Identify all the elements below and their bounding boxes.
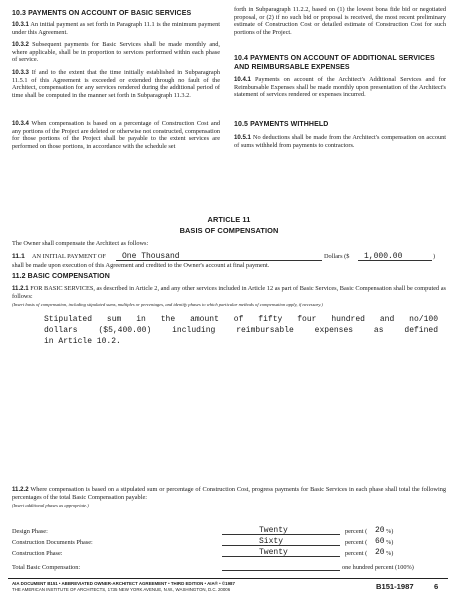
typed-basis-line-3: in Article 10.2. (44, 337, 121, 346)
percent-label: percent ( (345, 528, 368, 535)
phase-typed: Twenty (259, 548, 288, 557)
para-text: An initial payment as set forth in Paragraph 11.1 is the minimum payment under this Agreement. (12, 21, 220, 36)
footer-doc-id: B151-1987 (376, 582, 414, 591)
phase-percent: 60 (375, 537, 385, 546)
para-10-3-3 (12, 69, 220, 99)
phase-typed: Sixty (259, 537, 284, 546)
fill-line (222, 556, 340, 557)
para-number: 11.2.1 (12, 285, 29, 292)
para-10-3-4 (12, 120, 220, 150)
phase-label: Design Phase: (12, 528, 48, 535)
percent-label: percent ( (345, 539, 368, 546)
para-10-4-1 (234, 76, 446, 99)
percent-close: %) (386, 550, 394, 557)
heading-11-2: 11.2 BASIC COMPENSATION (12, 273, 110, 280)
phase-percent: 20 (375, 548, 385, 557)
heading-10-4: 10.4 PAYMENTS ON ACCOUNT OF ADDITIONAL SERVICES AND REIMBURSABLE EXPENSES (234, 55, 435, 71)
initial-payment-amount: 1,000.00 (364, 252, 403, 261)
para-number: 11.1 (12, 253, 25, 260)
dollars-label: Dollars ($ (324, 253, 350, 260)
initial-payment-words: One Thousand (122, 252, 180, 261)
para-number: 10.4.1 (234, 76, 251, 83)
para-number: 10.3.4 (12, 120, 29, 127)
fill-line (222, 534, 340, 535)
para-number: 10.3.1 (12, 21, 29, 28)
para-text: FOR BASIC SERVICES, as described in Article 2, and any other services included in Article 12 as part of Basic Services, Basic Compensation shall be computed as follows: (12, 285, 446, 300)
footer-line-1: AIA DOCUMENT B151 • ABBREVIATED OWNER-ARCHITECT AGREEMENT • THIRD EDITION • AIA® • ©1987 (12, 581, 235, 586)
total-row (12, 564, 442, 574)
para-10-3-2 (12, 41, 220, 64)
heading-10-3: 10.3 PAYMENTS ON ACCOUNT OF BASIC SERVICES (12, 10, 192, 17)
para-11-2-2 (12, 486, 446, 501)
phase-row (12, 550, 442, 560)
percent-close: %) (386, 539, 394, 546)
phase-label: Construction Phase: (12, 550, 63, 557)
footer-rule (8, 578, 448, 579)
para-text: No deductions shall be made from the Architect's compensation on account of sums withheld from payments to contractors. (234, 134, 447, 149)
para-continuation: forth in Subparagraph 11.2.2, based on (1) the lowest bona fide bid or negotiated proposal, or (2) if no such bid or proposal is received, the most recent preliminary estimate of Construction Cost or detailed estimate of Construction Cost for such portions of the Project. (234, 6, 446, 36)
total-value: one hundred percent (100%) (342, 564, 414, 571)
fill-line (358, 260, 432, 261)
article-title: ARTICLE 11 (207, 215, 251, 224)
heading-10-5: 10.5 PAYMENTS WITHHELD (234, 121, 329, 128)
para-number: 11.2.2 (12, 486, 29, 493)
page-number: 6 (434, 582, 439, 591)
para-number: 10.3.3 (12, 69, 29, 76)
para-text: Where compensation is based on a stipulated sum or percentage of Construction Cost, progress payments for Basic Services in each phase shall total the following percentages of the total Basic Compensation payable: (12, 486, 447, 501)
total-label: Total Basic Compensation: (12, 564, 81, 571)
percent-label: percent ( (345, 550, 368, 557)
fill-line (222, 570, 340, 571)
article-subtitle: BASIS OF COMPENSATION (179, 226, 279, 235)
footer-line-2: THE AMERICAN INSTITUTE OF ARCHITECTS, 1735 NEW YORK AVENUE, N.W., WASHINGTON, D.C. 20006 (12, 587, 231, 592)
fill-line (116, 260, 322, 261)
dollars-close: ) (433, 253, 436, 260)
para-text: Payments on account of the Architect's Additional Services and for Reimbursable Expenses shall be made monthly upon presentation of the Architect's statement of services rendered or expenses incurred. (234, 76, 447, 99)
note-11-2-2: (Insert additional phases as appropriate.) (12, 503, 89, 508)
para-10-3-1 (12, 21, 220, 36)
typed-basis-line-1: Stipulated sum in the amount of fifty four hundred and no/100 (44, 315, 438, 324)
para-11-1-text: shall be made upon execution of this Agreement and credited to the Owner's account at final payment. (12, 262, 270, 269)
article-intro: The Owner shall compensate the Architect as follows: (12, 240, 149, 247)
percent-close: %) (386, 528, 394, 535)
fill-line (222, 545, 340, 546)
para-text: If and to the extent that the time initially established in Subparagraph 11.5.1 of this Agreement is exceeded or extended through no fault of the Architect, compensation for any services rendered during the additional period of time shall be computed in the manner set forth in Subparagraph 11.3.2. (12, 69, 221, 99)
para-number: 10.5.1 (234, 134, 251, 141)
typed-basis-line-2: dollars ($5,400.00) including reimbursable expenses as defined (44, 326, 438, 335)
phase-typed: Twenty (259, 526, 288, 535)
para-number: 10.3.2 (12, 41, 29, 48)
para-text: When compensation is based on a percentage of Construction Cost and any portions of the Project are deleted or otherwise not constructed, compensation for those portions of the Project shall be payable to the extent services are performed on those portions, in accordance with the schedule set (12, 120, 220, 150)
note-11-2-1: (Insert basis of compensation, including stipulated sums, multiples or percentages, and identify phases to which particular methods of compensation apply, if necessary.) (12, 302, 323, 307)
initial-payment-label: AN INITIAL PAYMENT OF (32, 253, 106, 260)
para-11-2-1 (12, 285, 446, 300)
phase-percent: 20 (375, 526, 385, 535)
para-text: Subsequent payments for Basic Services shall be made monthly and, where applicable, shall be in proportion to services performed within each phase of service. (12, 41, 220, 64)
para-10-5-1 (234, 134, 446, 149)
phase-label: Construction Documents Phase: (12, 539, 93, 546)
